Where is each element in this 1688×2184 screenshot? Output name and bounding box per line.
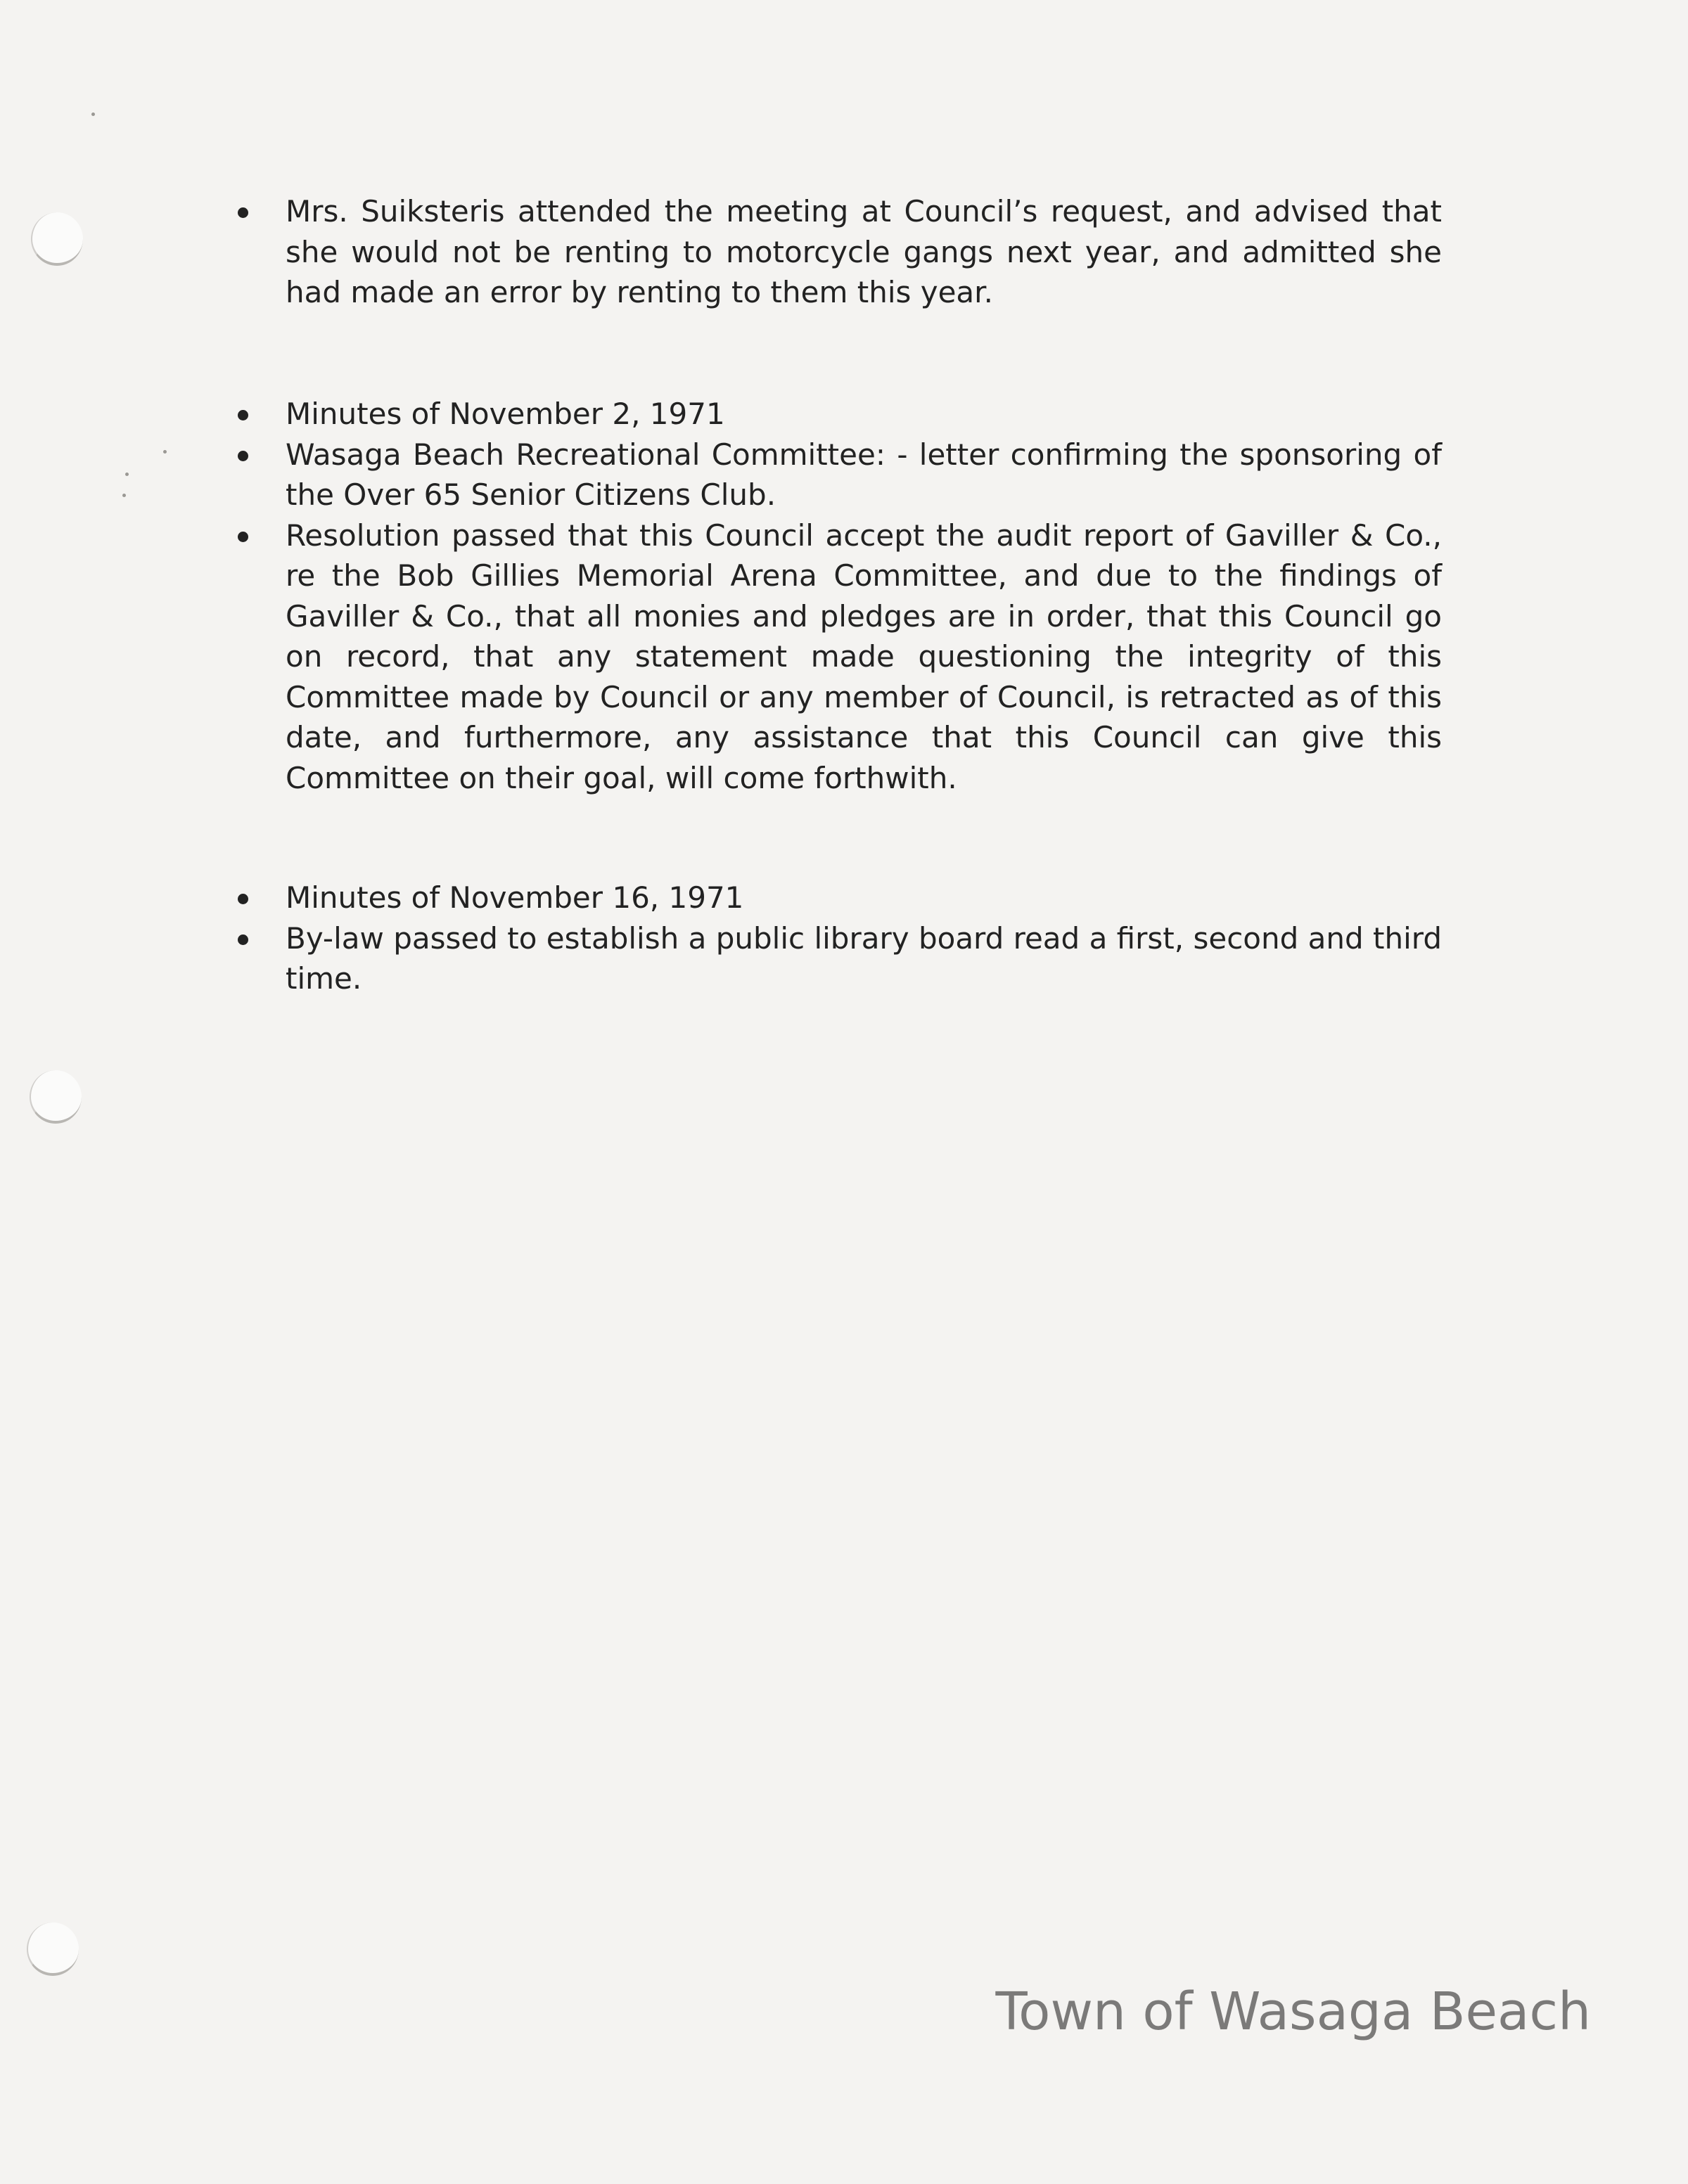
bullet-group-1: [232, 191, 1442, 313]
bullet-group-3: [232, 878, 1442, 999]
bullet-icon: [238, 532, 248, 542]
list-item-text: By-law passed to establish a public library board read a first, second and third time.: [286, 920, 1442, 996]
list-item: [232, 515, 1442, 799]
list-item-text: Mrs. Suiksteris attended the meeting at Council’s request, and advised that she would not be renting to motorcycle gangs next year, and admitted she had made an error by renting to them this year.: [286, 194, 1442, 309]
list-item: [232, 918, 1442, 999]
bullet-icon: [238, 410, 248, 420]
bullet-icon: [238, 451, 248, 461]
scan-speck: [125, 473, 129, 476]
bullet-icon: [238, 207, 248, 218]
bullet-list: [232, 191, 1442, 313]
scan-speck: [91, 113, 95, 116]
list-item: [232, 394, 1442, 435]
list-item-text: Minutes of November 2, 1971: [286, 397, 725, 431]
punch-hole: [27, 1922, 79, 1976]
punch-hole: [30, 1070, 82, 1124]
scan-speck: [122, 494, 126, 497]
list-item-text: Minutes of November 16, 1971: [286, 880, 744, 915]
list-item-text: Resolution passed that this Council accept the audit report of Gaviller & Co., re the Bob Gillies Memorial Arena Committee, and due to the findings of Gaviller & Co., that all monies and pledges are in order, that this Council go on record, that any statement made questioning the integrity of this Committee made by Council or any member of Council, is retracted as of this date, and furthermore, any assistance that this Council can give this Committee on their goal, will come forthwith.: [286, 518, 1442, 795]
footer-watermark: Town of Wasaga Beach: [995, 1981, 1591, 2042]
list-item: [232, 435, 1442, 515]
bullet-list: [232, 394, 1442, 798]
list-item: [232, 878, 1442, 918]
bullet-icon: [238, 894, 248, 904]
list-item-text: Wasaga Beach Recreational Committee: - letter confirming the sponsoring of the Over 65 Senior Citizens Club.: [286, 437, 1442, 512]
bullet-list: [232, 878, 1442, 999]
list-item: [232, 191, 1442, 313]
bullet-group-2: [232, 394, 1442, 798]
bullet-icon: [238, 934, 248, 945]
scan-speck: [163, 450, 167, 454]
punch-hole: [31, 212, 83, 266]
